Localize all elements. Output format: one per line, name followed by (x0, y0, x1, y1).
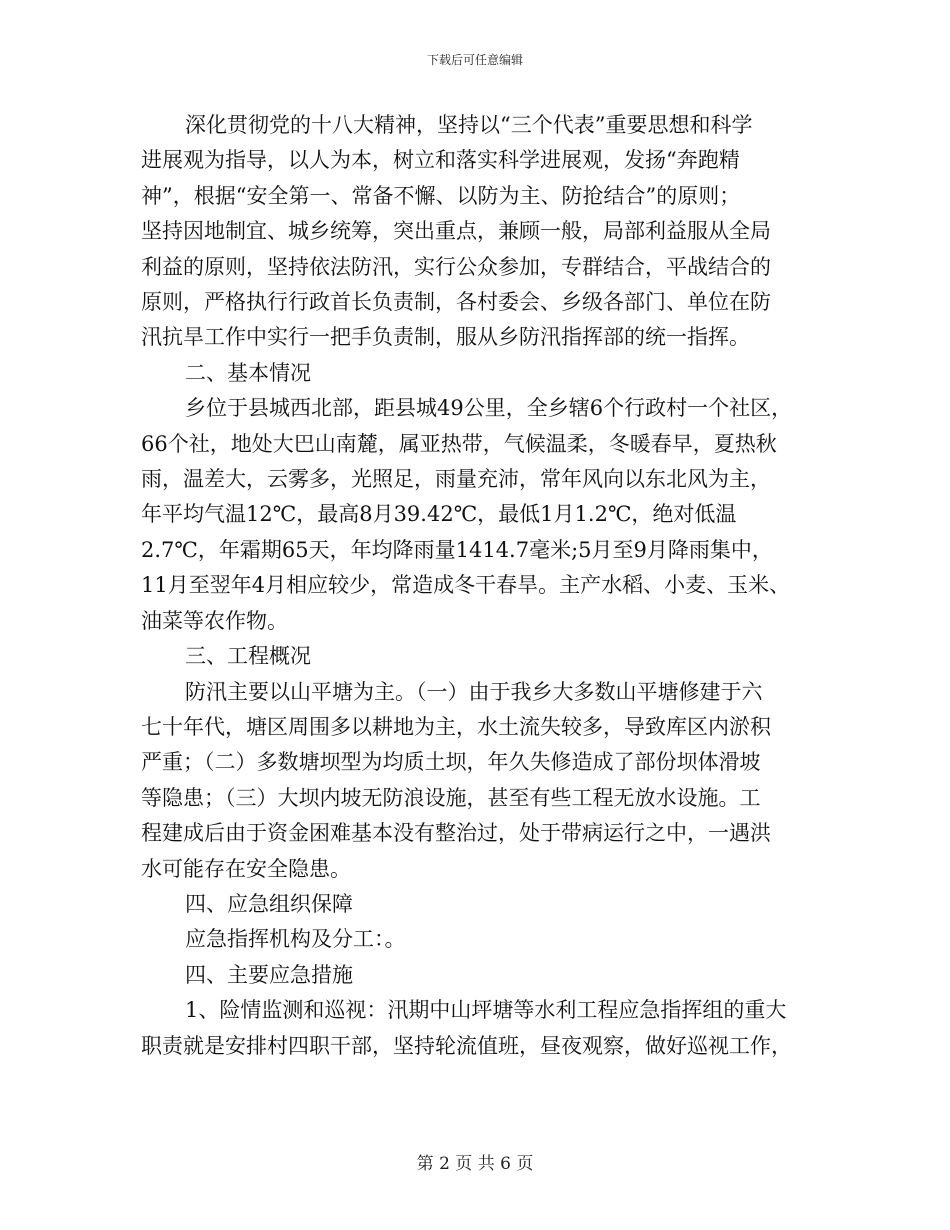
paragraph-command-structure: 应急指挥机构及分工：。 (185, 927, 406, 952)
section-heading-emergency-organization: 四、应急组织保障 (185, 891, 353, 916)
paragraph-project-overview: 防汛主要以山平塘为主。（一）由于我乡大多数山平塘修建于六 七十年代，塘区周围多以耕地为主，水土流失较多，导致库区内淤积 严重；（二）多数塘坝型为均质土坝，年久失修造成了部份坝体滑坡 等隐患；（三）大坝内坡无防浪设施，甚至有些工程无放水设施。工 程建成后由于资金困难基本没有整治过，处于带病运行之中，一遇洪 水可能存在安全隐患。 (141, 679, 771, 881)
section-heading-emergency-measures: 四、主要应急措施 (185, 962, 353, 987)
document-body (141, 108, 811, 1064)
page-header: 下载后可任意编辑 (426, 53, 523, 67)
section-heading-basic-situation: 二、基本情况 (185, 360, 311, 385)
paragraph-guiding-principles: 深化贯彻党的十八大精神，坚持以“三个代表”重要思想和科学 进展观为指导，以人为本，树立和落实科学进展观，发扬“奔跑精 神”，根据“安全第一、常备不懈、以防为主、防抢结合”的原则； 坚持因地制宜、城乡统筹，突出重点，兼顾一般，局部利益服从全局 利益的原则，坚持依法防汛，实行公众参加，专群结合，平战结合的 原则，严格执行行政首长负责制，各村委会、乡级各部门、单位在防 汛抗旱工作中实行一把手负责制，服从乡防汛指挥部的统一指挥。 (141, 113, 771, 350)
section-heading-project-overview: 三、工程概况 (185, 644, 311, 669)
paragraph-basic-situation: 乡位于县城西北部，距县城49公里，全乡辖6个行政村一个社区， 66个社，地处大巴山南麓，属亚热带，气候温柔，冬暖春早，夏热秋 雨，温差大，云雾多，光照足，雨量充沛，常年风向以东北风为主， 年平均气温12℃，最高8月39.42℃，最低1月1.2℃，绝对低温 2.7℃，年霜期65天，年均降雨量1414.7毫米;5月至9月降雨集中， 11月至翌年4月相应较少，常造成冬干春旱。主产水稻、小麦、玉米、 油菜等农作物。 (141, 396, 793, 633)
paragraph-monitoring-patrol: 1、险情监测和巡视：汛期中山坪塘等水利工程应急指挥组的重大 职责就是安排村四职干部，坚持轮流值班，昼夜观察，做好巡视工作， (141, 998, 792, 1058)
page-footer: 第 2 页 共 6 页 (416, 1154, 534, 1174)
